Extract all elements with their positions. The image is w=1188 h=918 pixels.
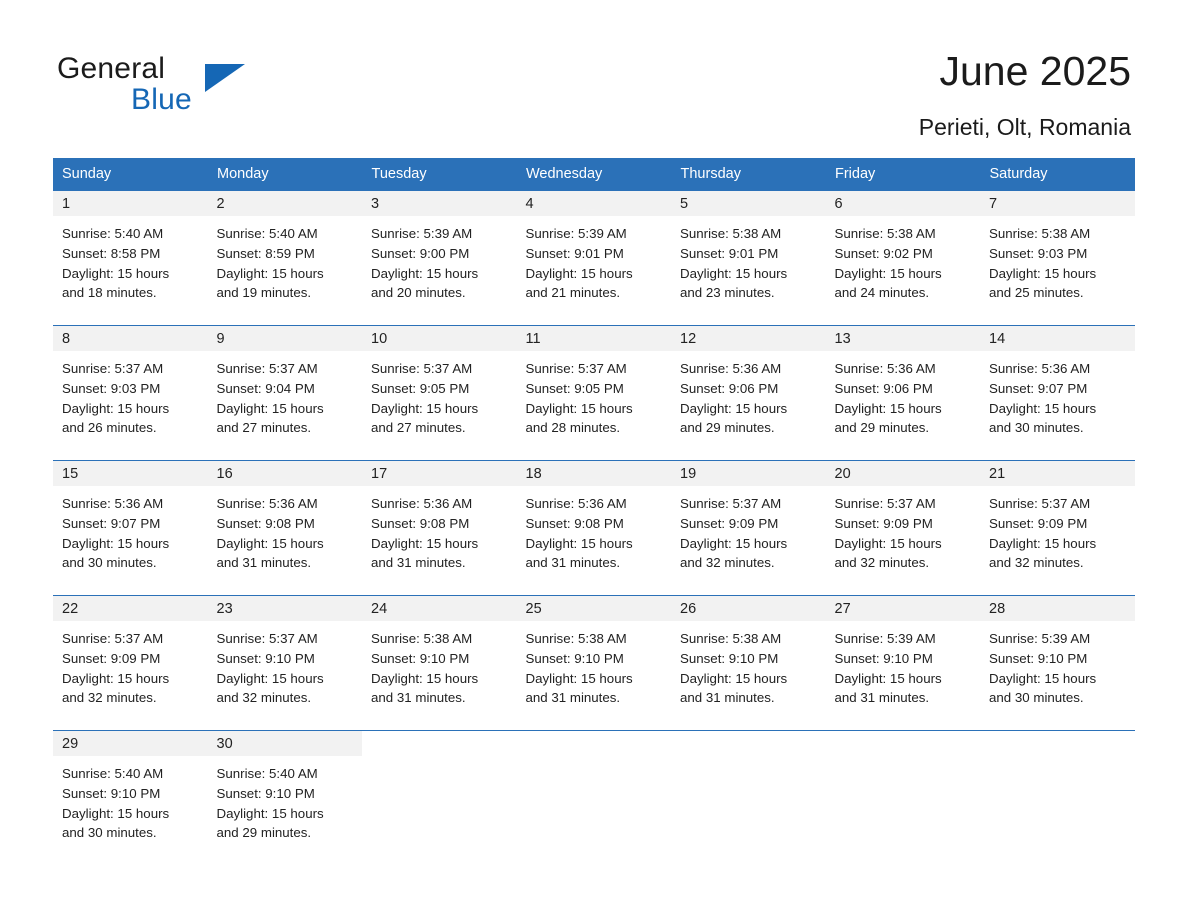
day-number (671, 730, 826, 756)
day-details (517, 621, 672, 708)
daylight-text-line1: Daylight: 15 hours (371, 670, 479, 686)
sunset-text: Sunset: 9:06 PM (680, 380, 779, 396)
sunset-text: Sunset: 9:07 PM (62, 515, 161, 531)
day-details (53, 351, 208, 438)
sunrise-text: Sunrise: 5:36 AM (216, 496, 318, 511)
sunset-text: Sunset: 9:10 PM (62, 785, 161, 801)
calendar-week-row (53, 730, 1135, 865)
calendar-cell[interactable] (671, 595, 826, 730)
daylight-text-line2: and 32 minutes. (989, 555, 1084, 571)
sunset-text: Sunset: 9:10 PM (989, 650, 1088, 666)
day-number: 25 (517, 595, 672, 621)
daylight-text-line2: and 31 minutes. (834, 690, 930, 706)
day-number: 11 (517, 325, 672, 351)
sunrise-text: Sunrise: 5:40 AM (62, 226, 164, 241)
calendar-table (53, 158, 1135, 865)
day-number: 28 (980, 595, 1135, 621)
calendar-cell[interactable] (671, 325, 826, 460)
day-details (671, 216, 826, 303)
sunset-text: Sunset: 8:58 PM (62, 245, 161, 261)
daylight-text-line1: Daylight: 15 hours (525, 265, 633, 281)
daylight-text-line1: Daylight: 15 hours (216, 535, 324, 551)
sunrise-text: Sunrise: 5:38 AM (680, 226, 782, 241)
day-number: 27 (826, 595, 981, 621)
daylight-text-line2: and 32 minutes. (216, 690, 312, 706)
sunset-text: Sunset: 9:02 PM (834, 245, 933, 261)
sunset-text: Sunset: 9:09 PM (680, 515, 779, 531)
day-number: 22 (53, 595, 208, 621)
day-number: 9 (208, 325, 363, 351)
day-details (671, 351, 826, 438)
sunset-text: Sunset: 9:10 PM (216, 650, 315, 666)
sunset-text: Sunset: 9:09 PM (989, 515, 1088, 531)
calendar-cell[interactable] (362, 190, 517, 325)
day-details (517, 486, 672, 573)
day-details (980, 486, 1135, 573)
sunrise-text: Sunrise: 5:39 AM (525, 226, 627, 241)
day-details (53, 621, 208, 708)
calendar-cell[interactable] (362, 595, 517, 730)
sunrise-text: Sunrise: 5:37 AM (989, 496, 1091, 511)
day-details (826, 216, 981, 303)
weekday-header-thursday: Thursday (671, 158, 826, 190)
day-number: 19 (671, 460, 826, 486)
daylight-text-line2: and 29 minutes. (216, 825, 312, 841)
daylight-text-line1: Daylight: 15 hours (834, 400, 942, 416)
daylight-text-line2: and 31 minutes. (371, 690, 466, 706)
daylight-text-line2: and 31 minutes. (216, 555, 312, 571)
daylight-text-line2: and 27 minutes. (371, 420, 466, 436)
sunset-text: Sunset: 9:10 PM (371, 650, 470, 666)
daylight-text-line1: Daylight: 15 hours (989, 670, 1097, 686)
day-number: 2 (208, 190, 363, 216)
calendar-cell[interactable] (53, 595, 208, 730)
calendar-cell[interactable] (826, 595, 981, 730)
daylight-text-line2: and 31 minutes. (680, 690, 775, 706)
day-details (980, 351, 1135, 438)
sunrise-text: Sunrise: 5:40 AM (216, 766, 318, 781)
daylight-text-line2: and 30 minutes. (62, 825, 157, 841)
calendar-cell[interactable] (208, 325, 363, 460)
day-number: 7 (980, 190, 1135, 216)
sunrise-text: Sunrise: 5:37 AM (371, 361, 473, 376)
daylight-text-line1: Daylight: 15 hours (62, 670, 170, 686)
day-details (208, 486, 363, 573)
sunrise-text: Sunrise: 5:36 AM (371, 496, 473, 511)
sunset-text: Sunset: 9:00 PM (371, 245, 470, 261)
calendar-cell[interactable] (671, 190, 826, 325)
daylight-text-line2: and 32 minutes. (62, 690, 157, 706)
day-details (208, 621, 363, 708)
sunset-text: Sunset: 9:10 PM (680, 650, 779, 666)
sunset-text: Sunset: 9:08 PM (371, 515, 470, 531)
calendar-cell[interactable] (208, 730, 363, 865)
daylight-text-line2: and 29 minutes. (834, 420, 930, 436)
daylight-text-line1: Daylight: 15 hours (680, 670, 788, 686)
day-details (980, 216, 1135, 303)
weekday-header-saturday: Saturday (980, 158, 1135, 190)
calendar-cell[interactable] (517, 595, 672, 730)
sunset-text: Sunset: 8:59 PM (216, 245, 315, 261)
day-number: 4 (517, 190, 672, 216)
sunrise-text: Sunrise: 5:36 AM (525, 496, 627, 511)
logo-triangle-icon (205, 64, 245, 92)
sunrise-text: Sunrise: 5:37 AM (216, 631, 318, 646)
calendar-header-row (53, 158, 1135, 190)
daylight-text-line1: Daylight: 15 hours (525, 670, 633, 686)
daylight-text-line1: Daylight: 15 hours (371, 265, 479, 281)
daylight-text-line1: Daylight: 15 hours (525, 535, 633, 551)
day-number: 24 (362, 595, 517, 621)
daylight-text-line1: Daylight: 15 hours (989, 400, 1097, 416)
calendar-cell[interactable] (517, 190, 672, 325)
daylight-text-line1: Daylight: 15 hours (62, 805, 170, 821)
daylight-text-line1: Daylight: 15 hours (371, 400, 479, 416)
weekday-header-friday: Friday (826, 158, 981, 190)
sunrise-text: Sunrise: 5:40 AM (216, 226, 318, 241)
sunset-text: Sunset: 9:03 PM (62, 380, 161, 396)
calendar-week-row (53, 190, 1135, 325)
calendar-cell[interactable] (826, 190, 981, 325)
day-number: 14 (980, 325, 1135, 351)
daylight-text-line1: Daylight: 15 hours (216, 400, 324, 416)
sunrise-text: Sunrise: 5:37 AM (525, 361, 627, 376)
day-number: 10 (362, 325, 517, 351)
day-details (208, 351, 363, 438)
day-details (362, 486, 517, 573)
calendar-container (53, 158, 1135, 865)
sunset-text: Sunset: 9:08 PM (525, 515, 624, 531)
calendar-cell[interactable] (53, 190, 208, 325)
day-number: 5 (671, 190, 826, 216)
daylight-text-line2: and 25 minutes. (989, 285, 1084, 301)
day-number: 17 (362, 460, 517, 486)
day-details (53, 216, 208, 303)
calendar-week-row (53, 460, 1135, 595)
daylight-text-line2: and 19 minutes. (216, 285, 312, 301)
day-details (826, 621, 981, 708)
day-number: 23 (208, 595, 363, 621)
calendar-cell-empty (362, 730, 517, 865)
sunrise-text: Sunrise: 5:38 AM (525, 631, 627, 646)
daylight-text-line2: and 32 minutes. (680, 555, 775, 571)
calendar-cell-empty (517, 730, 672, 865)
day-number (980, 730, 1135, 756)
weekday-header-sunday: Sunday (53, 158, 208, 190)
location-subtitle: Perieti, Olt, Romania (918, 114, 1131, 140)
day-number (362, 730, 517, 756)
calendar-cell[interactable] (53, 460, 208, 595)
calendar-cell[interactable] (208, 190, 363, 325)
daylight-text-line1: Daylight: 15 hours (62, 265, 170, 281)
daylight-text-line1: Daylight: 15 hours (680, 265, 788, 281)
calendar-cell[interactable] (517, 460, 672, 595)
sunrise-text: Sunrise: 5:38 AM (680, 631, 782, 646)
calendar-cell[interactable] (980, 325, 1135, 460)
calendar-cell[interactable] (980, 460, 1135, 595)
calendar-week-row (53, 325, 1135, 460)
sunset-text: Sunset: 9:05 PM (371, 380, 470, 396)
sunset-text: Sunset: 9:10 PM (834, 650, 933, 666)
daylight-text-line1: Daylight: 15 hours (989, 535, 1097, 551)
day-details (671, 621, 826, 708)
sunset-text: Sunset: 9:08 PM (216, 515, 315, 531)
day-number: 18 (517, 460, 672, 486)
day-number: 29 (53, 730, 208, 756)
daylight-text-line1: Daylight: 15 hours (834, 535, 942, 551)
daylight-text-line2: and 27 minutes. (216, 420, 312, 436)
calendar-cell[interactable] (980, 190, 1135, 325)
calendar-cell-empty (980, 730, 1135, 865)
calendar-cell[interactable] (671, 460, 826, 595)
sunrise-text: Sunrise: 5:38 AM (989, 226, 1091, 241)
weekday-header-monday: Monday (208, 158, 363, 190)
sunrise-text: Sunrise: 5:37 AM (216, 361, 318, 376)
sunset-text: Sunset: 9:09 PM (62, 650, 161, 666)
day-details (826, 351, 981, 438)
daylight-text-line2: and 31 minutes. (525, 555, 621, 571)
daylight-text-line2: and 30 minutes. (989, 690, 1084, 706)
daylight-text-line1: Daylight: 15 hours (680, 400, 788, 416)
calendar-cell[interactable] (826, 325, 981, 460)
daylight-text-line1: Daylight: 15 hours (62, 535, 170, 551)
sunrise-text: Sunrise: 5:36 AM (62, 496, 164, 511)
day-number: 20 (826, 460, 981, 486)
daylight-text-line2: and 31 minutes. (371, 555, 466, 571)
calendar-cell[interactable] (980, 595, 1135, 730)
daylight-text-line2: and 28 minutes. (525, 420, 621, 436)
daylight-text-line1: Daylight: 15 hours (62, 400, 170, 416)
sunset-text: Sunset: 9:01 PM (680, 245, 779, 261)
calendar-cell-empty (826, 730, 981, 865)
sunset-text: Sunset: 9:07 PM (989, 380, 1088, 396)
day-number: 21 (980, 460, 1135, 486)
calendar-cell-empty (671, 730, 826, 865)
day-details (980, 621, 1135, 708)
daylight-text-line2: and 20 minutes. (371, 285, 466, 301)
sunrise-text: Sunrise: 5:38 AM (371, 631, 473, 646)
calendar-cell[interactable] (208, 460, 363, 595)
daylight-text-line1: Daylight: 15 hours (371, 535, 479, 551)
daylight-text-line2: and 26 minutes. (62, 420, 157, 436)
sunset-text: Sunset: 9:06 PM (834, 380, 933, 396)
page-header (0, 0, 1188, 150)
day-details (362, 216, 517, 303)
daylight-text-line1: Daylight: 15 hours (834, 265, 942, 281)
logo-text-general: General (57, 52, 166, 85)
sunset-text: Sunset: 9:10 PM (525, 650, 624, 666)
sunrise-text: Sunrise: 5:40 AM (62, 766, 164, 781)
sunrise-text: Sunrise: 5:37 AM (62, 631, 164, 646)
calendar-cell[interactable] (362, 460, 517, 595)
sunrise-text: Sunrise: 5:36 AM (989, 361, 1091, 376)
day-number: 6 (826, 190, 981, 216)
daylight-text-line2: and 29 minutes. (680, 420, 775, 436)
day-number: 26 (671, 595, 826, 621)
sunrise-text: Sunrise: 5:36 AM (680, 361, 782, 376)
daylight-text-line2: and 21 minutes. (525, 285, 621, 301)
weekday-header-wednesday: Wednesday (517, 158, 672, 190)
daylight-text-line2: and 32 minutes. (834, 555, 930, 571)
day-number: 15 (53, 460, 208, 486)
daylight-text-line1: Daylight: 15 hours (680, 535, 788, 551)
day-details (208, 216, 363, 303)
daylight-text-line2: and 18 minutes. (62, 285, 157, 301)
day-number (517, 730, 672, 756)
daylight-text-line1: Daylight: 15 hours (834, 670, 942, 686)
sunrise-text: Sunrise: 5:39 AM (834, 631, 936, 646)
sunset-text: Sunset: 9:04 PM (216, 380, 315, 396)
sunset-text: Sunset: 9:01 PM (525, 245, 624, 261)
day-details (517, 216, 672, 303)
sunrise-text: Sunrise: 5:39 AM (371, 226, 473, 241)
daylight-text-line1: Daylight: 15 hours (216, 805, 324, 821)
day-details (517, 351, 672, 438)
daylight-text-line1: Daylight: 15 hours (216, 265, 324, 281)
sunset-text: Sunset: 9:05 PM (525, 380, 624, 396)
day-details (671, 486, 826, 573)
sunrise-text: Sunrise: 5:37 AM (62, 361, 164, 376)
day-number: 16 (208, 460, 363, 486)
day-details (53, 486, 208, 573)
day-details (362, 621, 517, 708)
daylight-text-line1: Daylight: 15 hours (216, 670, 324, 686)
daylight-text-line2: and 24 minutes. (834, 285, 930, 301)
weekday-header-tuesday: Tuesday (362, 158, 517, 190)
calendar-week-row (53, 595, 1135, 730)
day-number (826, 730, 981, 756)
page-title: June 2025 (939, 48, 1131, 94)
day-details (53, 756, 208, 843)
logo-text-blue: Blue (131, 83, 192, 116)
sunrise-text: Sunrise: 5:38 AM (834, 226, 936, 241)
daylight-text-line1: Daylight: 15 hours (525, 400, 633, 416)
day-number: 8 (53, 325, 208, 351)
sunrise-text: Sunrise: 5:37 AM (680, 496, 782, 511)
calendar-cell[interactable] (362, 325, 517, 460)
day-number: 12 (671, 325, 826, 351)
sunrise-text: Sunrise: 5:37 AM (834, 496, 936, 511)
day-number: 3 (362, 190, 517, 216)
day-number: 1 (53, 190, 208, 216)
calendar-cell[interactable] (208, 595, 363, 730)
day-details (362, 351, 517, 438)
calendar-cell[interactable] (517, 325, 672, 460)
daylight-text-line2: and 23 minutes. (680, 285, 775, 301)
calendar-cell[interactable] (826, 460, 981, 595)
daylight-text-line1: Daylight: 15 hours (989, 265, 1097, 281)
sunset-text: Sunset: 9:03 PM (989, 245, 1088, 261)
calendar-cell[interactable] (53, 730, 208, 865)
daylight-text-line2: and 30 minutes. (62, 555, 157, 571)
general-blue-logo (57, 52, 257, 122)
sunset-text: Sunset: 9:10 PM (216, 785, 315, 801)
sunset-text: Sunset: 9:09 PM (834, 515, 933, 531)
day-details (208, 756, 363, 843)
daylight-text-line2: and 30 minutes. (989, 420, 1084, 436)
sunrise-text: Sunrise: 5:36 AM (834, 361, 936, 376)
day-number: 13 (826, 325, 981, 351)
daylight-text-line2: and 31 minutes. (525, 690, 621, 706)
day-details (826, 486, 981, 573)
sunrise-text: Sunrise: 5:39 AM (989, 631, 1091, 646)
day-number: 30 (208, 730, 363, 756)
calendar-body (53, 190, 1135, 865)
calendar-cell[interactable] (53, 325, 208, 460)
